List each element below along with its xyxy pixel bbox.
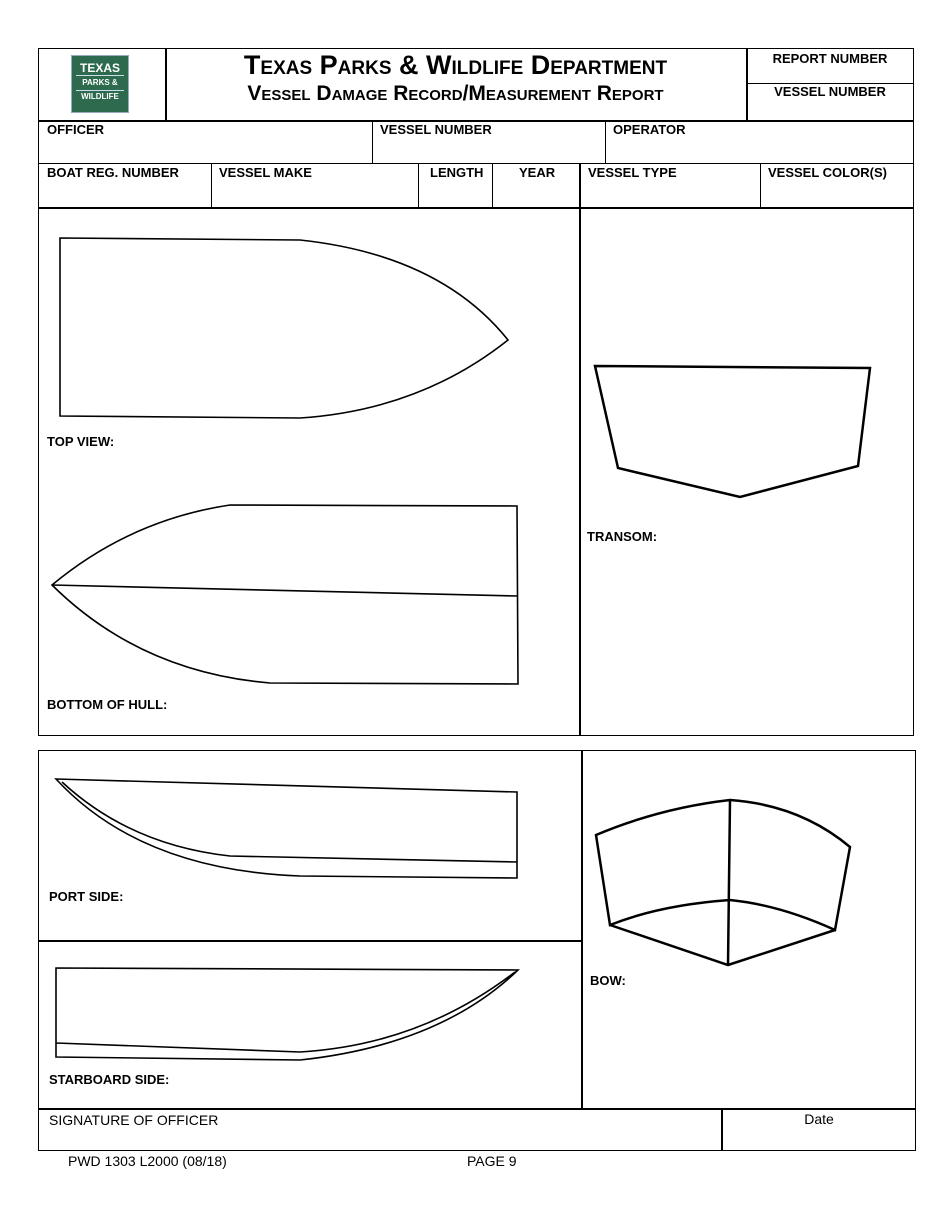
header-vessel-number-field[interactable]: VESSEL NUMBER (774, 84, 886, 99)
transom-label: TRANSOM: (587, 529, 658, 544)
transom-drawing (595, 366, 870, 497)
starboard-side-label: STARBOARD SIDE: (49, 1072, 170, 1087)
tpwd-logo: TEXAS PARKS & WILDLIFE (71, 55, 129, 113)
port-side-drawing (56, 779, 517, 878)
page-title: Texas Parks & Wildlife Department (243, 50, 668, 80)
boat-reg-field[interactable]: BOAT REG. NUMBER (47, 165, 179, 180)
length-field[interactable]: LENGTH (430, 165, 484, 180)
operator-field[interactable]: OPERATOR (613, 122, 686, 137)
vessel-number-field[interactable]: VESSEL NUMBER (380, 122, 492, 137)
port-side-label: PORT SIDE: (49, 889, 124, 904)
bow-label: BOW: (590, 973, 626, 988)
starboard-side-drawing (56, 968, 518, 1060)
signature-field[interactable]: SIGNATURE OF OFFICER (49, 1112, 219, 1128)
form-id: PWD 1303 L2000 (08/18) (68, 1153, 227, 1169)
vessel-colors-field[interactable]: VESSEL COLOR(S) (768, 165, 887, 180)
bow-drawing (596, 800, 850, 965)
bottom-hull-label: BOTTOM OF HULL: (47, 697, 168, 712)
page-subtitle: Vessel Damage Record/Measurement Report (247, 82, 664, 105)
bottom-hull-drawing (52, 505, 518, 684)
vessel-make-field[interactable]: VESSEL MAKE (219, 165, 312, 180)
year-field[interactable]: YEAR (519, 165, 556, 180)
top-view-label: TOP VIEW: (47, 434, 115, 449)
page-number: PAGE 9 (467, 1153, 517, 1169)
top-view-drawing (60, 238, 508, 418)
date-field[interactable]: Date (804, 1111, 834, 1127)
vessel-type-field[interactable]: VESSEL TYPE (588, 165, 677, 180)
report-number-field[interactable]: REPORT NUMBER (772, 51, 888, 66)
officer-field[interactable]: OFFICER (47, 122, 105, 137)
